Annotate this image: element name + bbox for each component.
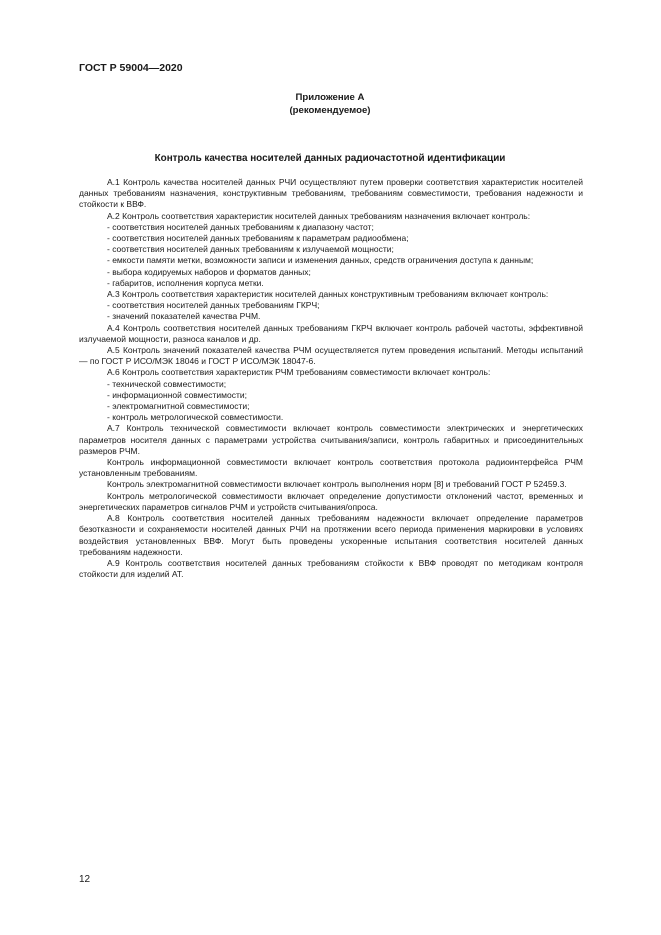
list-item: - значений показателей качества РЧМ. <box>107 311 261 322</box>
paragraph-info-compat: Контроль информационной совместимости включает контроль соответствия протокола радиоинтерфейса РЧМ установленным требованиям. <box>79 457 583 479</box>
list-item: - информационной совместимости; <box>107 389 248 400</box>
list-item: - технической совместимости; <box>107 378 227 389</box>
paragraph-a1: А.1 Контроль качества носителей данных РЧИ осуществляют путем проверки соответствия характеристик носителей данных требованиям назначения, конструктивным требованиям, требованиям совместимости, требования надежности и стойкости к ВВФ. <box>79 177 583 210</box>
paragraph-a6: А.6 Контроль соответствия характеристик РЧМ требованиям совместимости включает контроль: <box>107 367 491 378</box>
list-item: - соответствия носителей данных требованиям ГКРЧ; <box>107 300 320 311</box>
annex-status: (рекомендуемое) <box>289 105 371 116</box>
paragraph-metrology: Контроль метрологической совместимости включает определение допустимости отклонений частот, временных и энергетических параметров сигналов РЧМ и устройств считывания/опроса. <box>79 490 583 512</box>
list-item: - электромагнитной совместимости; <box>107 401 250 412</box>
list-item: - контроль метрологической совместимости. <box>107 412 284 423</box>
list-item: - соответствия носителей данных требованиям к параметрам радиообмена; <box>107 233 409 244</box>
paragraph-a8: А.8 Контроль соответствия носителей данных требованиям надежности включает определение параметров безотказности и сохраняемости носителей данных РЧИ на протяжении всего периода применения маркировки в условиях воздействия установленных ВВФ. Могут быть проведены ускоренные испытания соответствия носителей данных требованиям надежности. <box>79 513 583 557</box>
paragraph-a5: А.5 Контроль значений показателей качества РЧМ осуществляется путем проведения испытаний. Методы испытаний — по ГОСТ Р ИСО/МЭК 18046 и ГОСТ Р ИСО/МЭК 18047-6. <box>79 345 583 367</box>
list-item: - габаритов, исполнения корпуса метки. <box>107 277 264 288</box>
section-title: Контроль качества носителей данных радиочастотной идентификации <box>154 153 506 164</box>
paragraph-a3: А.3 Контроль соответствия характеристик носителей данных конструктивным требованиям включает контроль: <box>107 289 549 300</box>
paragraph-a9: А.9 Контроль соответствия носителей данных требованиям стойкости к ВВФ проводят по методикам контроля стойкости для изделий АТ. <box>79 557 583 580</box>
list-item: - выбора кодируемых наборов и форматов данных; <box>107 266 311 277</box>
list-item: - емкости памяти метки, возможности записи и изменения данных, средств ограничения доступа к данным; <box>107 255 534 266</box>
paragraph-a2: А.2 Контроль соответствия характеристик носителей данных требованиям назначения включает контроль: <box>107 210 531 221</box>
annex-title: Приложение А <box>295 92 365 103</box>
list-item: - соответствия носителей данных требованиям к излучаемой мощности; <box>107 244 394 255</box>
paragraph-a4: А.4 Контроль соответствия носителей данных требованиям ГКРЧ включает контроль рабочей частоты, эффективной излучаемой мощности, разноса каналов и др. <box>79 322 583 344</box>
document-body <box>79 177 583 580</box>
paragraph-a7: А.7 Контроль технической совместимости включает контроль совместимости электрических и энергетических параметров носителя данных с параметрами устройства считывания/записи, контроль габаритных и присоединительных размеров РЧМ. <box>79 423 583 456</box>
paragraph-emc: Контроль электромагнитной совместимости включает контроль выполнения норм [8] и требований ГОСТ Р 52459.3. <box>107 479 567 490</box>
standard-code: ГОСТ Р 59004—2020 <box>79 62 183 74</box>
list-item: - соответствия носителей данных требованиям к диапазону частот; <box>107 221 374 232</box>
page-number: 12 <box>79 874 91 885</box>
